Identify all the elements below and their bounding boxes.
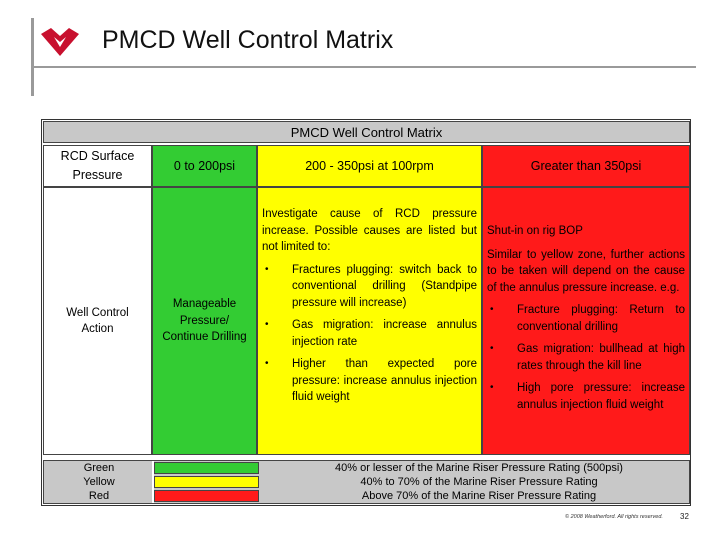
- red-zone-bullets: [487, 302, 685, 413]
- legend-green-text: 40% or lesser of the Marine Riser Pressure Rating (500psi): [335, 462, 623, 474]
- well-control-action-text: Well Control Action: [66, 306, 129, 335]
- weatherford-logo-icon: [40, 28, 80, 58]
- yellow-zone-bullets: [262, 262, 477, 406]
- red-bullet-gas: • Gas migration: bullhead at high rates through the kill line: [487, 341, 685, 374]
- yellow-bullet-gas: • Gas migration: increase annulus injection rate: [262, 317, 477, 350]
- legend-yellow-label: Yellow: [83, 476, 115, 488]
- matrix-title: PMCD Well Control Matrix: [43, 121, 690, 143]
- red-bullet-pore: • High pore pressure: increase annulus injection fluid weight: [487, 380, 685, 413]
- well-control-action-label: [43, 187, 152, 455]
- rcd-surface-pressure-label: RCD Surface Pressure: [43, 145, 152, 187]
- legend-red-label: Red: [88, 490, 110, 502]
- legend-red-swatch: [154, 490, 259, 502]
- legend-green-swatch: [154, 462, 259, 474]
- yellow-zone-action: [257, 187, 482, 455]
- well-control-matrix: [41, 119, 691, 506]
- green-zone-action: [152, 187, 257, 455]
- red-zone-shut-in: Shut-in on rig BOP: [487, 225, 583, 237]
- accent-vertical-line: [31, 18, 34, 96]
- legend-yellow-swatch: [154, 476, 259, 488]
- legend-yellow-text: 40% to 70% of the Marine Riser Pressure Rating: [360, 476, 598, 488]
- legend-green-label: Green: [83, 462, 115, 474]
- copyright-notice: © 2008 Weatherford. All rights reserved.: [565, 514, 663, 520]
- legend-area: [43, 460, 690, 504]
- red-zone-action: [482, 187, 690, 455]
- slide-title: PMCD Well Control Matrix: [102, 26, 394, 54]
- yellow-zone-header: 200 - 350psi at 100rpm: [257, 145, 482, 187]
- red-zone-header: Greater than 350psi: [482, 145, 690, 187]
- green-zone-header: 0 to 200psi: [152, 145, 257, 187]
- red-bullet-fracture: • Fracture plugging: Return to conventional drilling: [487, 302, 685, 335]
- legend-red-text: Above 70% of the Marine Riser Pressure Rating: [361, 490, 597, 502]
- page-number: 32: [680, 512, 689, 521]
- green-zone-action-text: Manageable Pressure/ Continue Drilling: [162, 298, 247, 344]
- yellow-bullet-fractures: • Fractures plugging: switch back to conventional drilling (Standpipe pressure will increase): [262, 262, 477, 312]
- accent-horizontal-line: [31, 66, 696, 68]
- yellow-bullet-pore: • Higher than expected pore pressure: increase annulus injection fluid weight: [262, 356, 477, 406]
- red-zone-intro: Similar to yellow zone, further actions to be taken will depend on the cause of the annulus pressure increase. e.g.: [487, 248, 685, 294]
- yellow-zone-intro: Investigate cause of RCD pressure increase. Possible causes are listed but not limited to:: [262, 208, 477, 253]
